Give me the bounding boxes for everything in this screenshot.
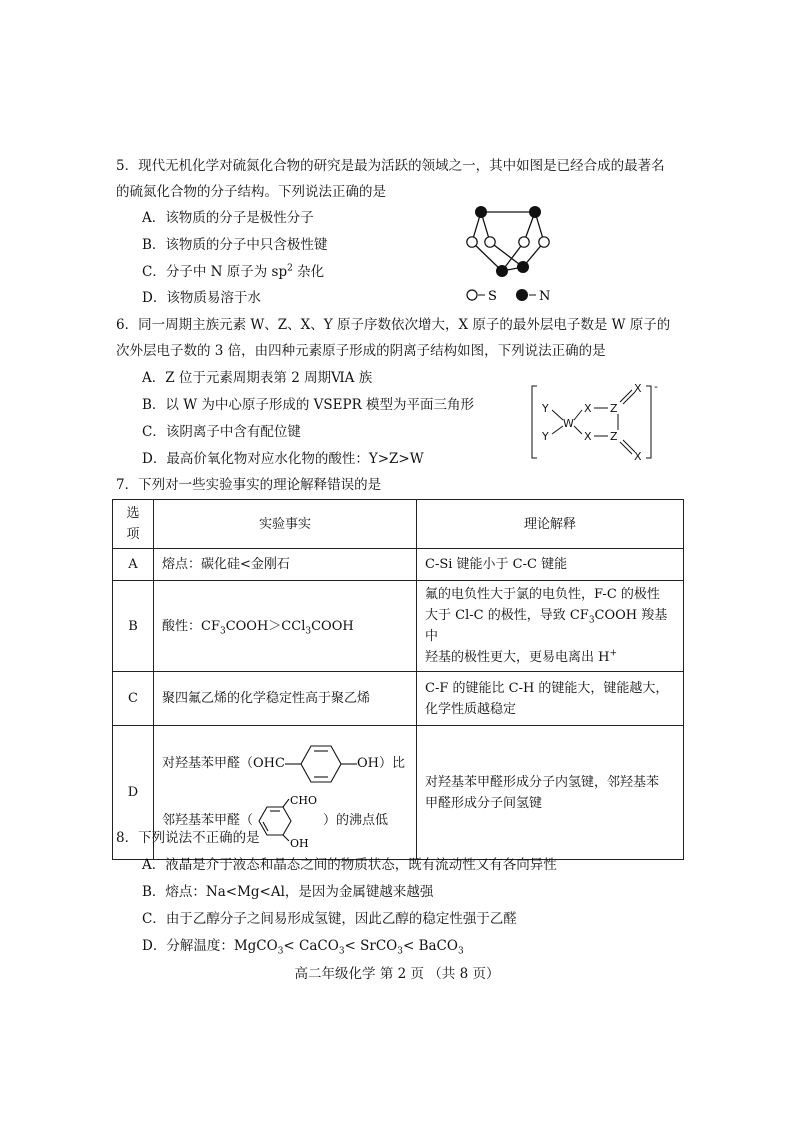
header-option: 选项: [113, 500, 154, 549]
label-x-lower: X: [584, 430, 592, 443]
row-a-fact: 熔点：碳化硅<金刚石: [154, 549, 417, 581]
q7-stem: 7．下列对一些实验事实的理论解释错误的是: [116, 477, 382, 493]
anion-structure-diagram: [530, 382, 665, 462]
q8-option-d: D．分解温度：MgCO$_3$< CaCO$_3$< SrCO$_3$< BaCO$_3$: [142, 938, 464, 957]
row-b-explanation: 氟的电负性大于氯的电负性，F-C 的极性 大于 Cl-C 的极性，导致 $CF_3COOH$ 羧基中 羟基的极性更大，更易电离出 H+: [417, 581, 684, 672]
q5-option-b: B．该物质的分子中只含极性键: [142, 237, 328, 253]
q8-option-c: C．由于乙醇分子之间易形成氢键，因此乙醇的稳定性强于乙醛: [142, 911, 517, 927]
label-y-top: Y: [542, 402, 549, 415]
label-x-top: X: [634, 382, 642, 395]
sulfur-nitride-structure-diagram: [460, 200, 560, 305]
row-b-fact: 酸性：$CF_3COOH>CCl_3COOH$: [154, 581, 417, 672]
q5-stem-line2: 的硫氮化合物的分子结构。下列说法正确的是: [116, 184, 386, 200]
q6-option-b: B．以 W 为中心原子形成的 VSEPR 模型为平面三角形: [142, 397, 475, 413]
table-row: [113, 549, 684, 581]
q8-option-b: B．熔点：Na<Mg<Al，是因为金属键越来越强: [142, 884, 434, 900]
row-c-explanation: C-F 的键能比 C-H 的键能大，键能越大， 化学性质越稳定: [417, 672, 684, 726]
row-c-fact: 聚四氟乙烯的化学稳定性高于聚乙烯: [154, 672, 417, 726]
legend-n-label: N: [539, 289, 551, 304]
label-z-lower: Z: [610, 430, 618, 443]
q6-stem-line1: 6．同一周期主族元素 W、Z、X、Y 原子序数依次增大，X 原子的最外层电子数是 W 原子的: [116, 317, 671, 333]
table-header-row: [113, 500, 684, 549]
row-a-option: A: [113, 549, 154, 581]
q5-option-a: A．该物质的分子是极性分子: [142, 210, 314, 226]
row-d-explanation: 对羟基苯甲醛形成分子内氢键，邻羟基苯 甲醛形成分子间氢键: [417, 726, 684, 860]
q8-option-a: A．液晶是介于液态和晶态之间的物质状态，既有流动性又有各向异性: [142, 857, 557, 873]
row-d-option: D: [113, 726, 154, 860]
table-row: [113, 672, 684, 726]
para-hydroxybenzaldehyde-structure: [285, 740, 357, 788]
legend-s-label: S: [488, 289, 497, 304]
header-fact: 实验事实: [154, 500, 417, 549]
page-footer: 高二年级化学 第 2 页 （共 8 页）: [294, 966, 500, 982]
q5-option-d: D．该物质易溶于水: [142, 290, 261, 306]
q6-option-a: A．Z 位于元素周期表第 2 周期ⅥA 族: [142, 370, 373, 386]
row-c-option: C: [113, 672, 154, 726]
q7-table: [112, 499, 684, 860]
label-charge: -: [654, 382, 658, 393]
q8-stem: 8．下列说法不正确的是: [116, 830, 260, 846]
row-b-option: B: [113, 581, 154, 672]
row-d-fact: 对羟基苯甲醛（OHC OH）比 邻羟基苯甲醛（ CHO OH ）的沸点低: [154, 726, 417, 860]
label-x-upper: X: [584, 402, 592, 415]
q6-option-c: C．该阴离子中含有配位键: [142, 424, 301, 440]
header-explanation: 理论解释: [417, 500, 684, 549]
row-a-explanation: C-Si 键能小于 C-C 键能: [417, 549, 684, 581]
label-y-bottom: Y: [542, 430, 549, 443]
q5-stem-line1: 5．现代无机化学对硫氮化合物的研究是最为活跃的领域之一，其中如图是已经合成的最著名: [116, 158, 665, 174]
ortho-hydroxybenzaldehyde-structure: [253, 793, 323, 849]
q6-stem-line2: 次外层电子数的 3 倍，由四种元素原子形成的阴离子结构如图，下列说法正确的是: [116, 343, 606, 359]
label-w: W: [563, 417, 574, 430]
table-row: [113, 581, 684, 672]
cho-group-label: CHO: [290, 793, 318, 807]
q5-option-c: C．分子中 N 原子为 $sp^2$ 杂化: [142, 263, 325, 280]
q6-option-d: D．最高价氧化物对应水化物的酸性：Y>Z>W: [142, 451, 424, 467]
label-z-upper: Z: [610, 402, 618, 415]
oh-group-label: OH: [290, 836, 309, 849]
label-x-bottom: X: [634, 450, 642, 462]
